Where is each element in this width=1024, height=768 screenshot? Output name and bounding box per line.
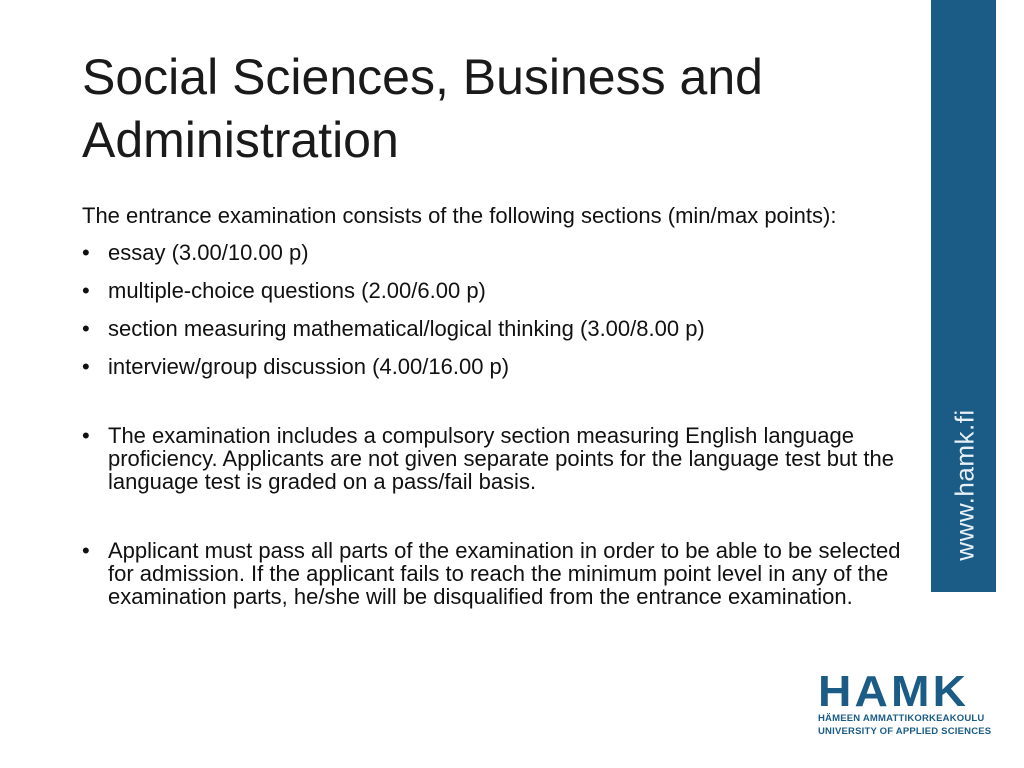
list-item xyxy=(82,539,912,608)
logo-wordmark: HAMK xyxy=(818,667,970,716)
bullet-icon: • xyxy=(82,423,90,448)
bullet-text: The examination includes a compulsory section measuring English language proficiency. Applicants are not given separate points for the language test but the language test is graded on a pass/fail basis. xyxy=(108,423,894,494)
hamk-logo xyxy=(818,667,998,738)
bullet-text: section measuring mathematical/logical thinking (3.00/8.00 p) xyxy=(108,316,705,341)
list-item xyxy=(82,279,912,302)
logo-line-english: UNIVERSITY OF APPLIED SCIENCES xyxy=(818,726,992,737)
bullet-list xyxy=(82,241,912,608)
slide-title: Social Sciences, Business and Administration xyxy=(82,49,763,168)
slide-content xyxy=(82,204,912,623)
intro-text: The entrance examination consists of the following sections (min/max points): xyxy=(82,203,837,228)
bullet-text: interview/group discussion (4.00/16.00 p) xyxy=(108,354,510,379)
bullet-text: essay (3.00/10.00 p) xyxy=(108,240,309,265)
bullet-icon: • xyxy=(82,354,90,379)
logo-line-finnish: HÄMEEN AMMATTIKORKEAKOULU xyxy=(818,713,985,724)
bullet-icon: • xyxy=(82,240,90,265)
list-item xyxy=(82,355,912,378)
list-item xyxy=(82,317,912,340)
website-link[interactable]: www.hamk.fi xyxy=(949,409,980,561)
bullet-icon: • xyxy=(82,316,90,341)
list-item xyxy=(82,241,912,264)
bullet-icon: • xyxy=(82,538,90,563)
bullet-icon: • xyxy=(82,278,90,303)
list-item xyxy=(82,424,912,493)
bullet-text: Applicant must pass all parts of the examination in order to be able to be selected for admission. If the applicant fails to reach the minimum point level in any of the examination parts, he/she will be disqualified from the entrance examination. xyxy=(108,538,901,609)
bullet-text: multiple-choice questions (2.00/6.00 p) xyxy=(108,278,486,303)
